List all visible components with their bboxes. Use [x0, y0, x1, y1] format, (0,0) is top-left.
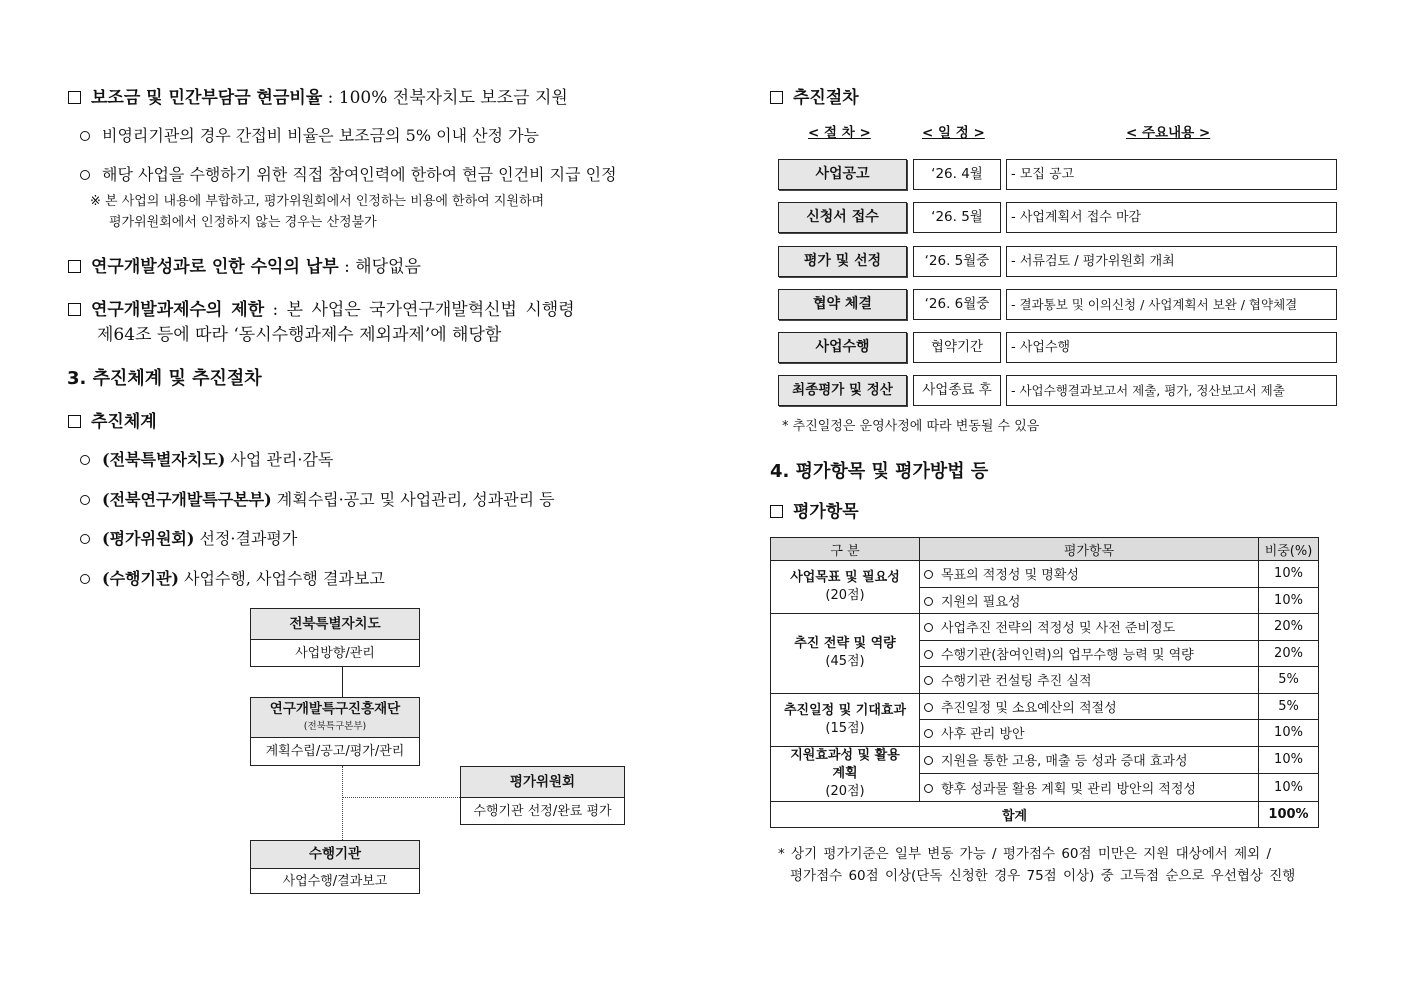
org-node-committee: [460, 766, 625, 825]
proc-date: 협약기간: [913, 332, 1001, 363]
role-item: [80, 526, 297, 549]
cell-item: [920, 774, 1259, 802]
section-text: : 본 사업은 국가연구개발혁신법 시행령: [264, 300, 575, 320]
table-row: [771, 693, 1319, 720]
bullet-circle-icon: [924, 729, 933, 738]
category-name: 추진 전략 및 역량: [794, 636, 896, 652]
category-points: (20점): [825, 588, 865, 603]
table-row: [771, 614, 1319, 641]
item-text: 사후 관리 방안: [941, 727, 1025, 743]
org-node-province: [250, 608, 420, 667]
item-text: 지원의 필요성: [941, 594, 1021, 610]
cell-pct: 10%: [1259, 720, 1319, 747]
role-what: 선정·결과평가: [194, 529, 298, 548]
org-node-executor: [250, 840, 420, 894]
cell-item: [920, 561, 1259, 588]
org-node-sub: 계획수립/공고/평가/관리: [265, 744, 405, 759]
cell-item: [920, 640, 1259, 667]
cell-item: [920, 667, 1259, 694]
cell-category: [771, 693, 920, 746]
checkbox-square-icon: [68, 303, 81, 316]
cell-pct: 5%: [1259, 667, 1319, 694]
category-points: (45점): [825, 654, 865, 670]
th-category: 구 분: [771, 538, 920, 561]
proc-desc: - 모집 공고: [1006, 159, 1337, 190]
section-procedure: [770, 83, 859, 108]
cell-pct: 10%: [1259, 561, 1319, 588]
org-node-sub: 사업수행/결과보고: [282, 874, 388, 889]
cell-item: [920, 746, 1259, 774]
bullet-circle-icon: [80, 131, 90, 141]
section-title: 보조금 및 민간부담금 현금비율: [91, 88, 323, 108]
org-node-sub: 사업방향/관리: [295, 646, 375, 661]
category-points: (20점): [825, 783, 865, 799]
org-node-note: (전북특구본부): [303, 721, 367, 732]
role-item: [80, 566, 385, 589]
bullet-labor: [80, 162, 617, 185]
table-row: [771, 746, 1319, 774]
bullet-text: 해당 사업을 수행하기 위한 직접 참여인력에 한하여 현금 인건비 지급 인정: [102, 165, 617, 184]
category-name: 추진일정 및 기대효과: [783, 702, 907, 718]
bullet-circle-icon: [924, 756, 933, 765]
cell-pct: 5%: [1259, 693, 1319, 720]
bullet-circle-icon: [924, 623, 933, 632]
heading-4: 4. 평가항목 및 평가방법 등: [770, 461, 989, 482]
role-what: 사업 관리·감독: [225, 450, 334, 469]
section-text: : 해당없음: [338, 257, 421, 277]
section-cash-ratio: [68, 83, 568, 108]
cell-category: [771, 746, 920, 801]
bullet-circle-icon: [80, 170, 90, 180]
proc-desc: - 사업수행: [1006, 332, 1337, 363]
bullet-indirect: [80, 123, 539, 146]
item-text: 향후 성과물 활용 계획 및 관리 방안의 적정성: [941, 781, 1196, 797]
section-eval: [770, 497, 859, 522]
item-text: 추진일정 및 소요예산의 적절성: [941, 700, 1117, 716]
proc-note: * 추진일정은 운영사정에 따라 변동될 수 있음: [782, 419, 1040, 434]
cell-category: [771, 614, 920, 694]
role-item: [80, 487, 555, 510]
table-row: [771, 561, 1319, 588]
item-text: 수행기관 컨설팅 추진 실적: [941, 674, 1092, 690]
proc-date: ‘26. 5월: [913, 202, 1001, 233]
checkbox-square-icon: [770, 91, 783, 104]
org-node-foundation: [250, 697, 420, 766]
proc-date: ‘26. 6월중: [913, 289, 1001, 320]
bullet-circle-icon: [80, 534, 90, 544]
proc-header-step: < 절 차 >: [808, 125, 871, 141]
total-label: 합계: [771, 801, 1259, 828]
role-what: 사업수행, 사업수행 결과보고: [178, 569, 385, 588]
org-node-title: 수행기관: [251, 841, 419, 869]
org-node-title: 전북특별자치도: [251, 609, 419, 640]
role-who: (수행기관): [102, 569, 179, 588]
bullet-circle-icon: [924, 650, 933, 659]
total-pct: 100%: [1259, 801, 1319, 828]
note-line-1: ※ 본 사업의 내용에 부합하고, 평가위원회에서 인정하는 비용에 한하여 지원하며: [90, 194, 545, 209]
role-who: (평가위원회): [102, 529, 195, 548]
section-title: 연구개발과제수의 제한: [91, 300, 265, 320]
org-connector-dotted: [342, 766, 343, 840]
proc-header-date: < 일 정 >: [922, 125, 985, 141]
proc-step: 신청서 접수: [778, 202, 907, 233]
cell-item: [920, 720, 1259, 747]
section-limit-line2: 제64조 등에 따라 ‘동시수행과제수 제외과제’에 해당함: [97, 325, 502, 345]
cell-pct: 10%: [1259, 746, 1319, 774]
checkbox-square-icon: [68, 260, 81, 273]
proc-desc: - 사업수행결과보고서 제출, 평가, 정산보고서 제출: [1006, 375, 1337, 406]
item-text: 지원을 통한 고용, 매출 등 성과 증대 효과성: [941, 754, 1188, 770]
item-text: 목표의 적정성 및 명확성: [941, 568, 1079, 584]
cell-item: [920, 693, 1259, 720]
proc-step: 최종평가 및 정산: [778, 375, 907, 406]
cell-item: [920, 614, 1259, 641]
proc-date: ‘26. 4월: [913, 159, 1001, 190]
proc-desc: - 사업계획서 접수 마감: [1006, 202, 1337, 233]
footnote-line-2: 평가점수 60점 이상(단독 신청한 경우 75점 이상) 중 고득점 순으로 우선협상 진행: [790, 868, 1296, 884]
checkbox-square-icon: [770, 505, 783, 518]
th-item: 평가항목: [920, 538, 1259, 561]
section-title: 추진절차: [793, 88, 859, 108]
cell-category: [771, 561, 920, 614]
table-header-row: [771, 538, 1319, 561]
proc-header-desc: < 주요내용 >: [1126, 125, 1211, 141]
bullet-circle-icon: [924, 570, 933, 579]
section-revenue: [68, 252, 421, 277]
cell-pct: 10%: [1259, 774, 1319, 802]
category-name: 사업목표 및 필요성: [790, 570, 900, 585]
proc-step: 사업공고: [778, 159, 907, 190]
bullet-circle-icon: [80, 455, 90, 465]
item-text: 수행기관(참여인력)의 업무수행 능력 및 역량: [941, 647, 1194, 663]
cell-item: [920, 587, 1259, 614]
checkbox-square-icon: [68, 415, 81, 428]
proc-desc: - 서류검토 / 평가위원회 개최: [1006, 246, 1337, 277]
category-points: (15점): [825, 720, 865, 736]
footnote-line-1: * 상기 평가기준은 일부 변동 가능 / 평가점수 60점 미만은 지원 대상에서 제외 /: [778, 846, 1271, 862]
section-system: [68, 407, 157, 432]
org-connector: [342, 667, 343, 697]
proc-date: 사업종료 후: [913, 375, 1001, 406]
bullet-circle-icon: [80, 495, 90, 505]
proc-step: 협약 체결: [778, 289, 907, 320]
cell-pct: 10%: [1259, 587, 1319, 614]
note-line-2: 평가위원회에서 인정하지 않는 경우는 산정불가: [109, 215, 377, 230]
category-name: 지원효과성 및 활용계획: [790, 747, 900, 781]
bullet-circle-icon: [924, 784, 933, 793]
section-limit: [68, 295, 575, 320]
heading-3: 3. 추진체계 및 추진절차: [67, 368, 262, 389]
checkbox-square-icon: [68, 91, 81, 104]
org-connector-dotted: [342, 797, 460, 798]
bullet-circle-icon: [80, 574, 90, 584]
table-total-row: [771, 801, 1319, 828]
org-node-sub: 수행기관 선정/완료 평가: [473, 804, 612, 819]
org-node-title: 연구개발특구진흥재단: [269, 701, 401, 717]
proc-date: ‘26. 5월중: [913, 246, 1001, 277]
bullet-circle-icon: [924, 703, 933, 712]
role-item: [80, 447, 333, 470]
bullet-circle-icon: [924, 597, 933, 606]
role-who: (전북연구개발특구본부): [102, 490, 272, 509]
proc-desc: - 결과통보 및 이의신청 / 사업계획서 보완 / 협약체결: [1006, 289, 1337, 320]
item-text: 사업추진 전략의 적정성 및 사전 준비정도: [941, 621, 1176, 637]
cell-pct: 20%: [1259, 640, 1319, 667]
bullet-text: 비영리기관의 경우 간접비 비율은 보조금의 5% 이내 산정 가능: [102, 126, 540, 145]
org-node-title: 평가위원회: [461, 767, 624, 798]
eval-table: [770, 537, 1319, 828]
proc-step: 사업수행: [778, 332, 907, 363]
bullet-circle-icon: [924, 676, 933, 685]
cell-pct: 20%: [1259, 614, 1319, 641]
role-who: (전북특별자치도): [102, 450, 226, 469]
section-title: 추진체계: [91, 412, 157, 432]
th-pct: 비중(%): [1259, 538, 1319, 561]
role-what: 계획수립·공고 및 사업관리, 성과관리 등: [271, 490, 555, 509]
section-text: : 100% 전북자치도 보조금 지원: [322, 88, 568, 108]
section-title: 연구개발성과로 인한 수익의 납부: [91, 257, 339, 277]
proc-step: 평가 및 선정: [778, 246, 907, 277]
section-title: 평가항목: [793, 502, 859, 522]
